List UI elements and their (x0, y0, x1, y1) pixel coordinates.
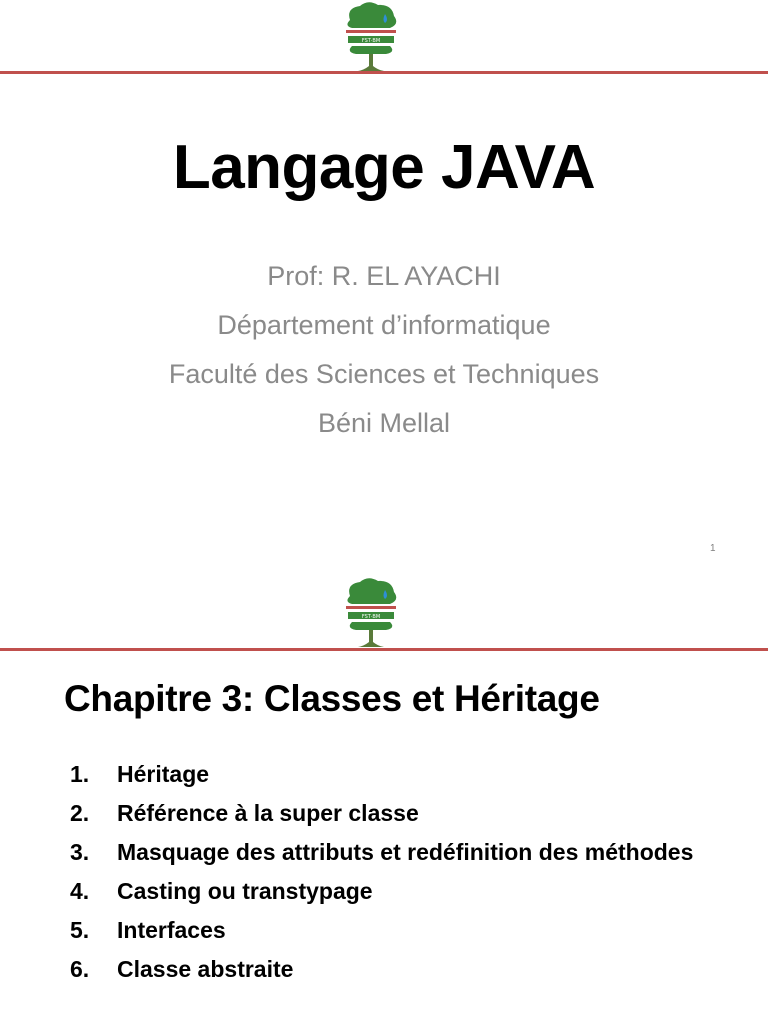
toc-label: Classe abstraite (117, 956, 294, 982)
header-rule (0, 71, 768, 74)
toc-item (70, 836, 730, 868)
department-line: Département d’informatique (217, 310, 551, 340)
toc-number: 3. (70, 839, 90, 865)
toc-label: Masquage des attributs et redéfinition des méthodes (117, 839, 694, 865)
toc-label: Référence à la super classe (117, 800, 419, 826)
toc-label: Héritage (117, 761, 210, 787)
toc-number: 6. (70, 956, 90, 982)
faculty-line: Faculté des Sciences et Techniques (168, 359, 600, 389)
toc-number: 5. (70, 917, 90, 943)
page-number: 1 (710, 543, 716, 554)
toc-number: 1. (70, 761, 90, 787)
toc-number: 4. (70, 878, 90, 904)
logo-text: FST·BM (361, 38, 381, 44)
header-rule (0, 648, 768, 651)
table-of-contents (70, 758, 730, 992)
fst-bm-logo (338, 576, 404, 654)
tree-logo-icon (338, 0, 404, 78)
fst-bm-logo (338, 0, 404, 78)
subtitle-block (0, 252, 768, 448)
toc-item (70, 953, 730, 985)
toc-label: Casting ou transtypage (117, 878, 373, 904)
author-line: Prof: R. EL AYACHI (267, 261, 501, 291)
toc-item (70, 914, 730, 946)
toc-label: Interfaces (117, 917, 226, 943)
chapter-title: Chapitre 3: Classes et Héritage (64, 678, 600, 719)
toc-number: 2. (70, 800, 90, 826)
chapter-slide (0, 576, 768, 1024)
city-line: Béni Mellal (317, 408, 451, 438)
toc-item (70, 875, 730, 907)
logo-text: FST·BM (361, 614, 381, 620)
toc-item (70, 758, 730, 790)
toc-item (70, 797, 730, 829)
tree-logo-icon (338, 576, 404, 654)
slide-title: Langage JAVA (172, 133, 596, 202)
